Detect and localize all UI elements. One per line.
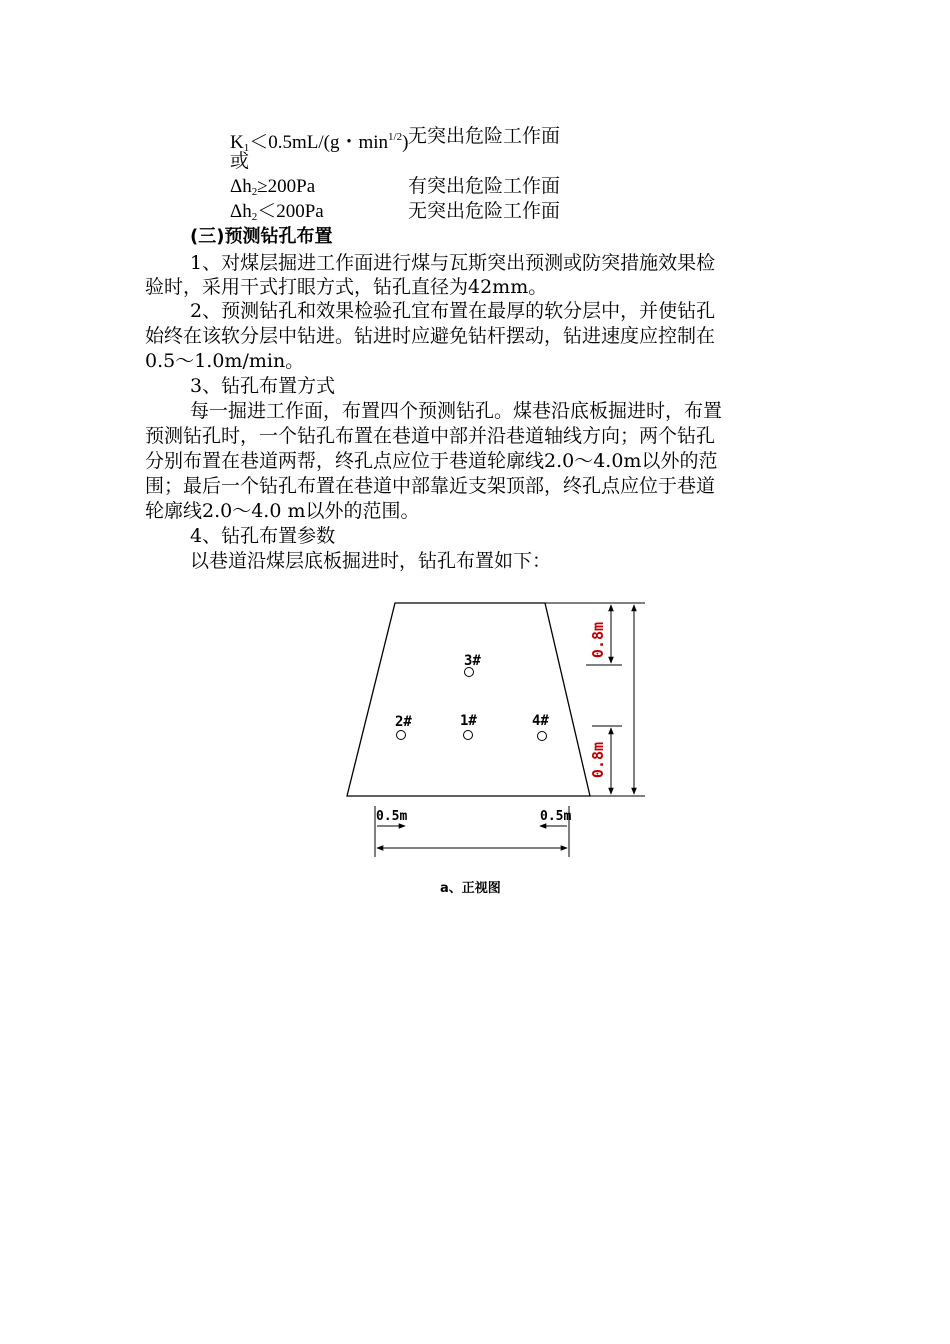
section-heading: (三)预测钻孔布置 — [190, 226, 333, 247]
dim-label-right: 0.5m — [540, 809, 572, 824]
formula-or: 或 — [230, 151, 250, 172]
paragraph-line: 验时，采用干式打眼方式，钻孔直径为42mm。 — [145, 276, 548, 298]
paragraph-line: 以巷道沿煤层底板掘进时，钻孔布置如下： — [190, 550, 552, 572]
paragraph-line: 始终在该软分层中钻进。钻进时应避免钻杆摆动，钻进速度应控制在 — [145, 325, 716, 347]
paragraph-line: 预测钻孔时，一个钻孔布置在巷道中部并沿巷道轴线方向；两个钻孔 — [145, 425, 716, 447]
figure-caption: a、正视图 — [440, 881, 501, 896]
paragraph-line: 围；最后一个钻孔布置在巷道中部靠近支架顶部，终孔点应位于巷道 — [145, 475, 716, 497]
paragraph-line: 轮廓线2.0～4.0 m以外的范围。 — [145, 500, 420, 522]
formula-dh-ge: $\Delta h_2\ge 200Pa$ 有突出危险工作面 — [230, 176, 561, 198]
paragraph-line: 每一掘进工作面，布置四个预测钻孔。煤巷沿底板掘进时，布置 — [190, 400, 723, 422]
formula-k1: $K_1<0.5mL/(g$・$\min^{1/2}$) 无突出危险工作面 — [230, 126, 561, 154]
hole-1 — [464, 731, 473, 740]
hole-label-2: 2# — [395, 714, 412, 730]
paragraph-line: 2、预测钻孔和效果检验孔宜布置在最厚的软分层中，并使钻孔 — [190, 300, 716, 322]
formula-dh-ge-result: 有突出危险工作面 — [408, 176, 561, 197]
paragraph-line: 1、对煤层掘进工作面进行煤与瓦斯突出预测或防突措施效果检 — [190, 252, 716, 274]
dim-label-bottom: 0.8m — [589, 741, 607, 779]
hole-label-1: 1# — [460, 713, 477, 729]
hole-label-4: 4# — [532, 713, 549, 729]
hole-2 — [397, 731, 406, 740]
tunnel-profile — [347, 603, 590, 796]
formula-dh-lt-result: 无突出危险工作面 — [408, 201, 561, 222]
paragraph-line: 分别布置在巷道两帮，终孔点应位于巷道轮廓线2.0～4.0m以外的范 — [145, 450, 718, 472]
dim-label-top: 0.8m — [589, 621, 607, 659]
paragraph-heading: 3、钻孔布置方式 — [190, 375, 336, 397]
paragraph-heading: 4、钻孔布置参数 — [190, 525, 336, 547]
hole-4 — [538, 732, 547, 741]
dim-label-left: 0.5m — [376, 809, 408, 824]
hole-label-3: 3# — [464, 653, 481, 669]
formula-dh-lt: $\Delta h_2<200Pa$ 无突出危险工作面 — [230, 201, 561, 223]
paragraph-line: 0.5～1.0m/min。 — [145, 350, 305, 372]
formula-k1-result: 无突出危险工作面 — [408, 126, 561, 147]
